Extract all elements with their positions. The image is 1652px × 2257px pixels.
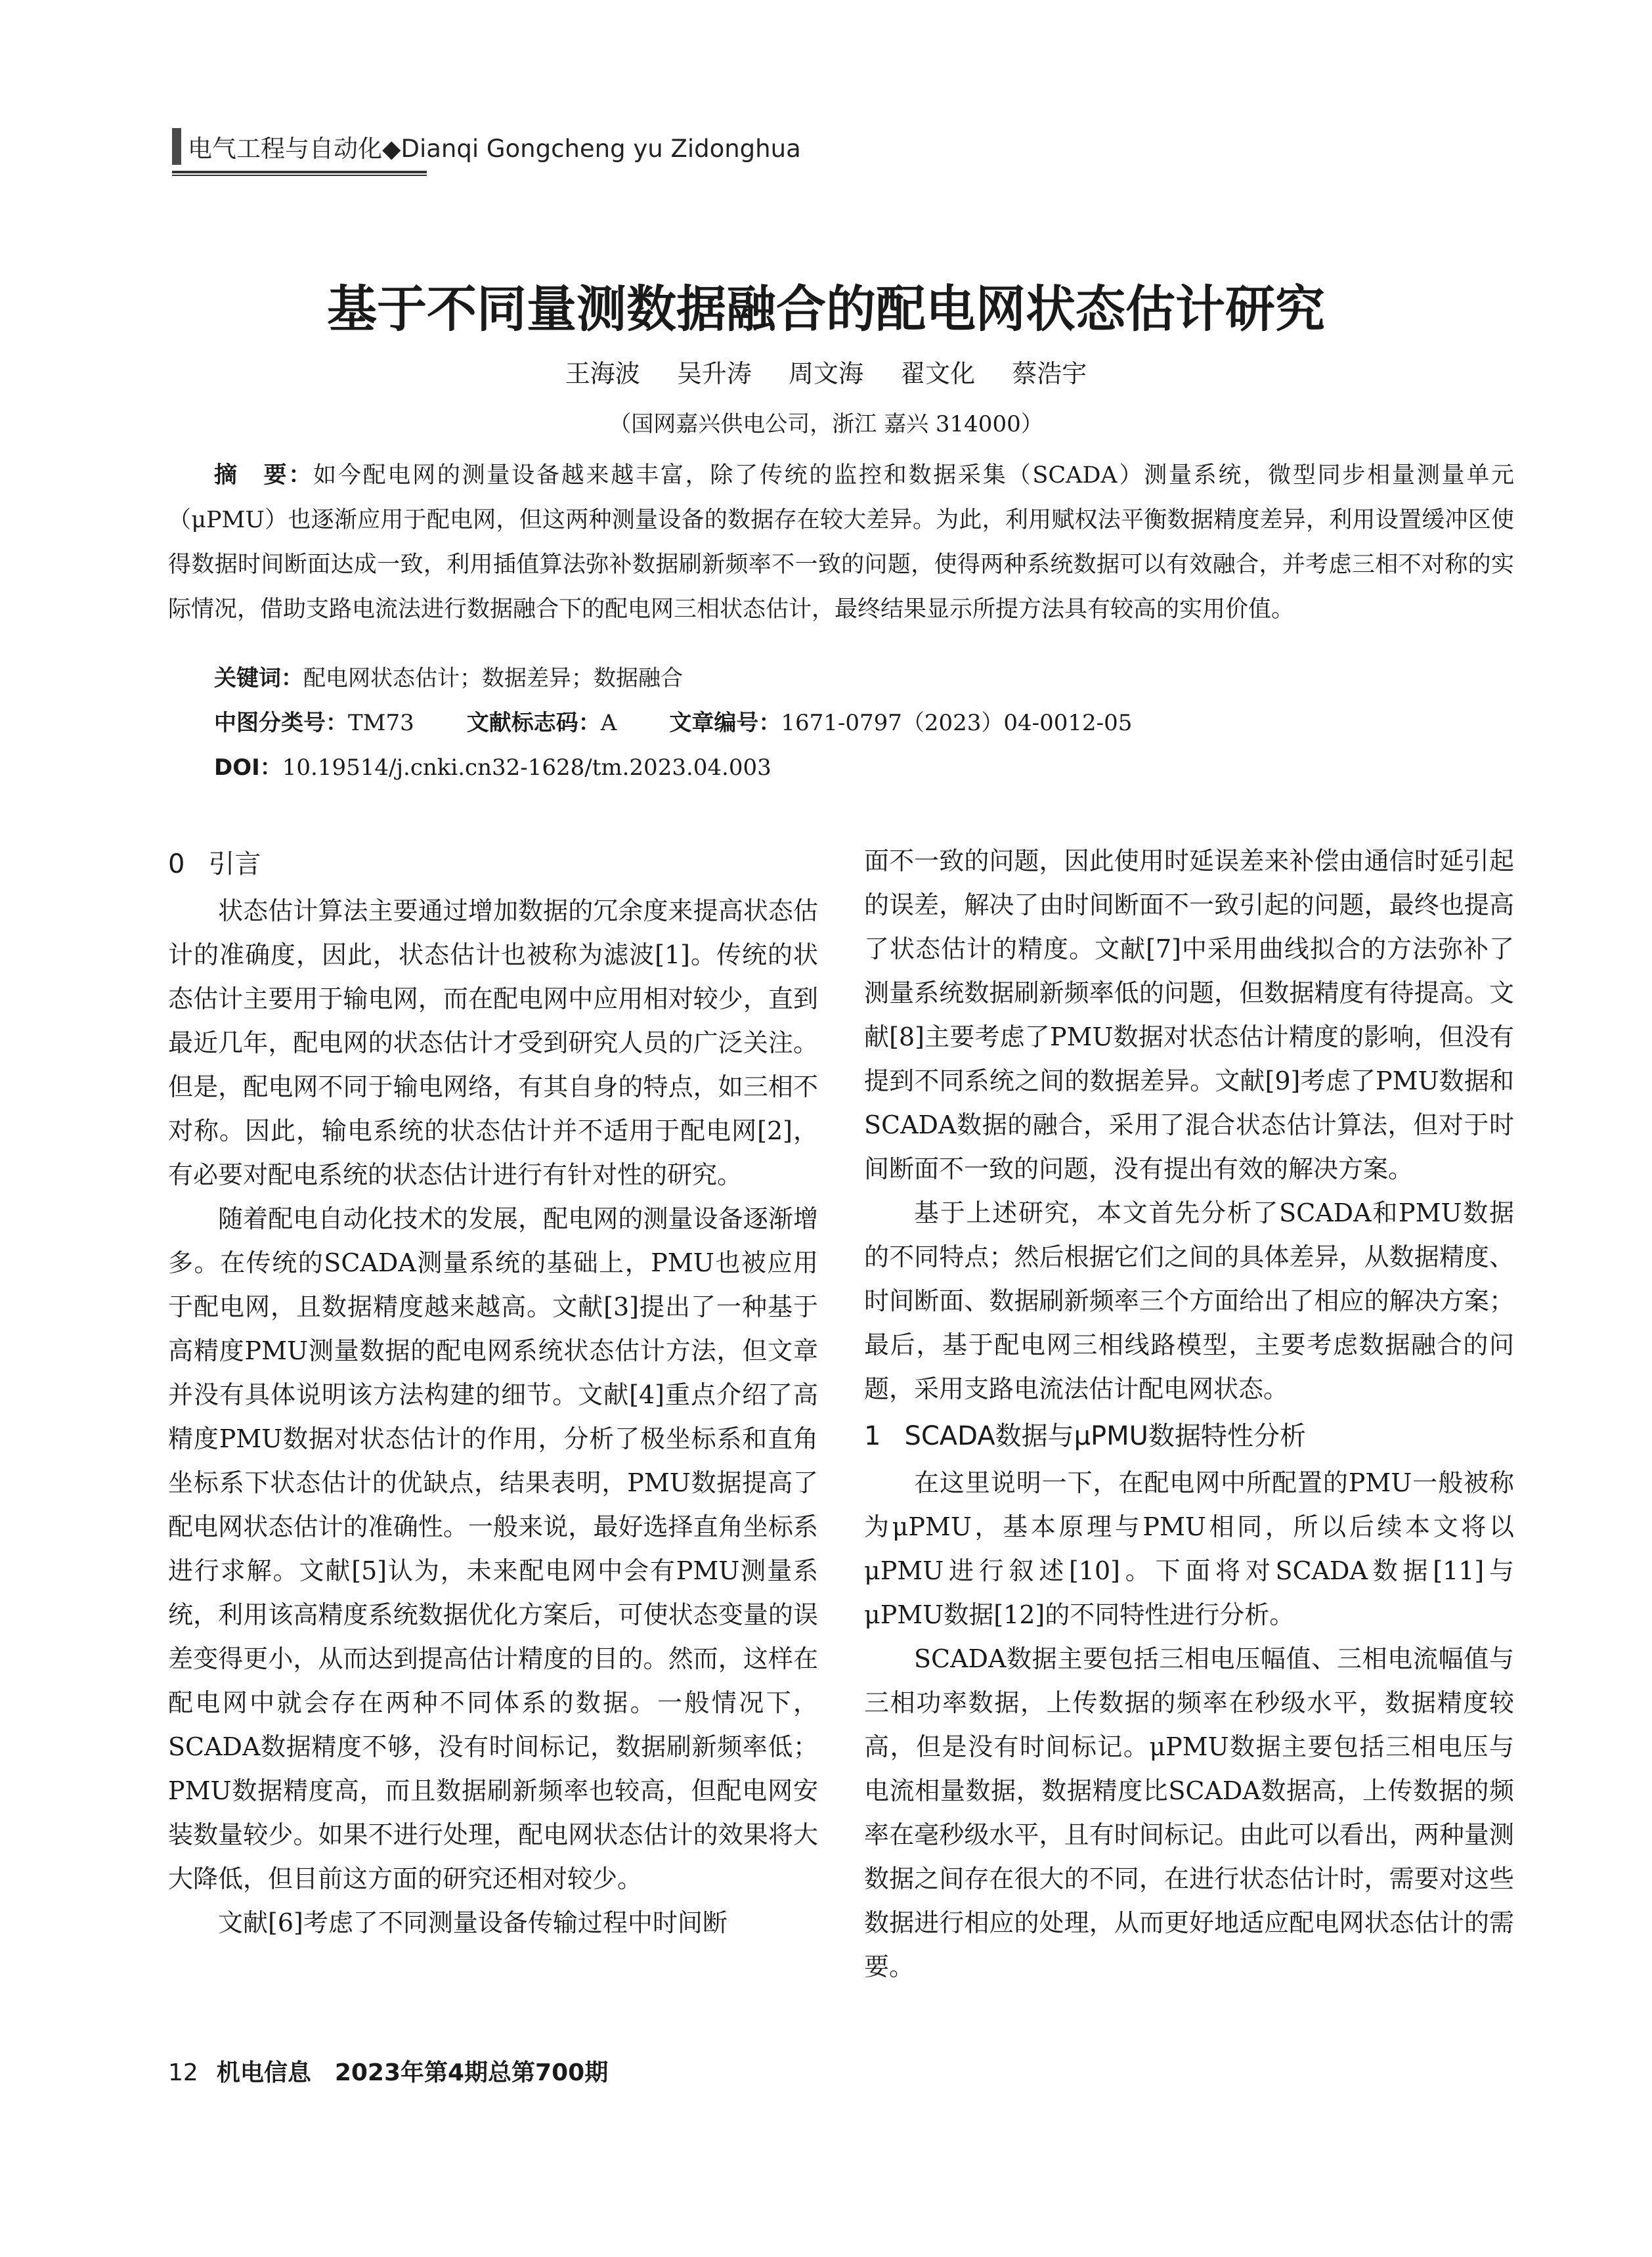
article-id-value: 1671-0797（2023）04-0012-05 [781,710,1133,736]
section-title: 引言 [208,849,261,879]
author: 周文海 [788,359,863,388]
running-header [172,125,801,168]
section-number: 0 [168,849,185,879]
author: 翟文化 [900,359,976,388]
author: 王海波 [565,359,640,388]
author: 吴升涛 [676,359,752,388]
journal-issue: 机电信息 2023年第4期总第700期 [216,2059,609,2086]
clc-value: TM73 [348,710,414,736]
body-column-right [864,839,1514,1989]
header-bar-mark [172,128,181,165]
doc-code-value: A [600,710,617,736]
keywords-line [214,660,683,692]
header-text: 电气工程与自动化◆Dianqi Gongcheng yu Zidonghua [188,135,801,163]
doi-label: DOI： [214,755,282,781]
paragraph: 在这里说明一下，在配电网中所配置的PMU一般被称为μPMU，基本原理与PMU相同，所以后续本文将以μPMU进行叙述[10]。下面将对SCADA数据[11]与μPMU数据[12]的不同特性进行分析。 [864,1468,1514,1629]
abstract-text: 如今配电网的测量设备越来越丰富，除了传统的监控和数据采集（SCADA）测量系统，微型同步相量测量单元（μPMU）也逐渐应用于配电网，但这两种测量设备的数据存在较大差异。为此，利用赋权法平衡数据精度差异，利用设置缓冲区使得数据时间断面达成一致，利用插值算法弥补数据刷新频率不一致的问题，使得两种系统数据可以有效融合，并考虑三相不对称的实际情况，借助支路电流法进行数据融合下的配电网三相状态估计，最终结果显示所提方法具有较高的实用价值。 [168,462,1514,623]
paper-title: 基于不同量测数据融合的配电网状态估计研究 [327,280,1325,338]
classification-line [214,705,1132,737]
author-list [0,353,1652,389]
paragraph: 文献[6]考虑了不同测量设备传输过程中时间断 [218,1908,728,1937]
paragraph: 基于上述研究，本文首先分析了SCADA和PMU数据的不同特点；然后根据它们之间的具体差异，从数据精度、时间断面、数据刷新频率三个方面给出了相应的解决方案；最后，基于配电网三相线路模型，主要考虑数据融合的问题，采用支路电流法估计配电网状态。 [864,1198,1514,1403]
abstract-label: 摘 要： [214,462,314,489]
section-title: SCADA数据与μPMU数据特性分析 [904,1421,1306,1451]
section-heading-1 [864,1411,1514,1461]
body-column-left [168,839,818,1945]
header-rule-thin [172,175,427,176]
paragraph: 随着配电自动化技术的发展，配电网的测量设备逐渐增多。在传统的SCADA测量系统的基础上，PMU也被应用于配电网，且数据精度越来越高。文献[3]提出了一种基于高精度PMU测量数据的配电网系统状态估计方法，但文章并没有具体说明该方法构建的细节。文献[4]重点介绍了高精度PMU数据对状态估计的作用，分析了极坐标系和直角坐标系下状态估计的优缺点，结果表明，PMU数据提高了配电网状态估计的准确性。一般来说，最好选择直角坐标系进行求解。文献[5]认为，未来配电网中会有PMU测量系统，利用该高精度系统数据优化方案后，可使状态变量的误差变得更小，从而达到提高估计精度的目的。然而，这样在配电网中就会存在两种不同体系的数据。一般情况下，SCADA数据精度不够，没有时间标记，数据刷新频率低；PMU数据精度高，而且数据刷新频率也较高，但配电网安装数量较少。如果不进行处理，配电网状态估计的效果将大大降低，但目前这方面的研究还相对较少。 [168,1204,818,1893]
doi-value: 10.19514/j.cnki.cn32-1628/tm.2023.04.003 [282,755,772,781]
author: 蔡浩宇 [1012,359,1087,388]
doc-code-label: 文献标志码： [466,710,601,736]
keywords-label: 关键词： [214,665,303,691]
paragraph: 面不一致的问题，因此使用时延误差来补偿由通信时延引起的误差，解决了由时间断面不一致引起的问题，最终也提高了状态估计的精度。文献[7]中采用曲线拟合的方法弥补了测量系统数据刷新频率低的问题，但数据精度有待提高。文献[8]主要考虑了PMU数据对状态估计精度的影响，但没有提到不同系统之间的数据差异。文献[9]考虑了PMU数据和SCADA数据的融合，采用了混合状态估计算法，但对于时间断面不一致的问题，没有提出有效的解决方案。 [864,846,1514,1183]
clc-label: 中图分类号： [214,710,348,736]
paragraph: SCADA数据主要包括三相电压幅值、三相电流幅值与三相功率数据，上传数据的频率在秒级水平，数据精度较高，但是没有时间标记。μPMU数据主要包括三相电压与电流相量数据，数据精度比SCADA数据高，上传数据的频率在毫秒级水平，且有时间标记。由此可以看出，两种量测数据之间存在很大的不同，在进行状态估计时，需要对这些数据进行相应的处理，从而更好地适应配电网状态估计的需要。 [864,1644,1514,1981]
doi-line [214,749,772,781]
page-number: 12 [168,2059,198,2086]
abstract [168,453,1514,632]
section-number: 1 [864,1421,881,1451]
article-id-label: 文章编号： [669,710,781,736]
header-rule [172,171,427,173]
keywords-text: 配电网状态估计；数据差异；数据融合 [303,665,683,691]
page-footer [168,2054,608,2088]
affiliation: （国网嘉兴供电公司，浙江 嘉兴 314000） [609,411,1043,437]
section-heading-0 [168,839,818,889]
paragraph: 状态估计算法主要通过增加数据的冗余度来提高状态估计的准确度，因此，状态估计也被称为滤波[1]。传统的状态估计主要用于输电网，而在配电网中应用相对较少，直到最近几年，配电网的状态估计才受到研究人员的广泛关注。但是，配电网不同于输电网络，有其自身的特点，如三相不对称。因此，输电系统的状态估计并不适用于配电网[2]，有必要对配电系统的状态估计进行有针对性的研究。 [168,896,818,1189]
